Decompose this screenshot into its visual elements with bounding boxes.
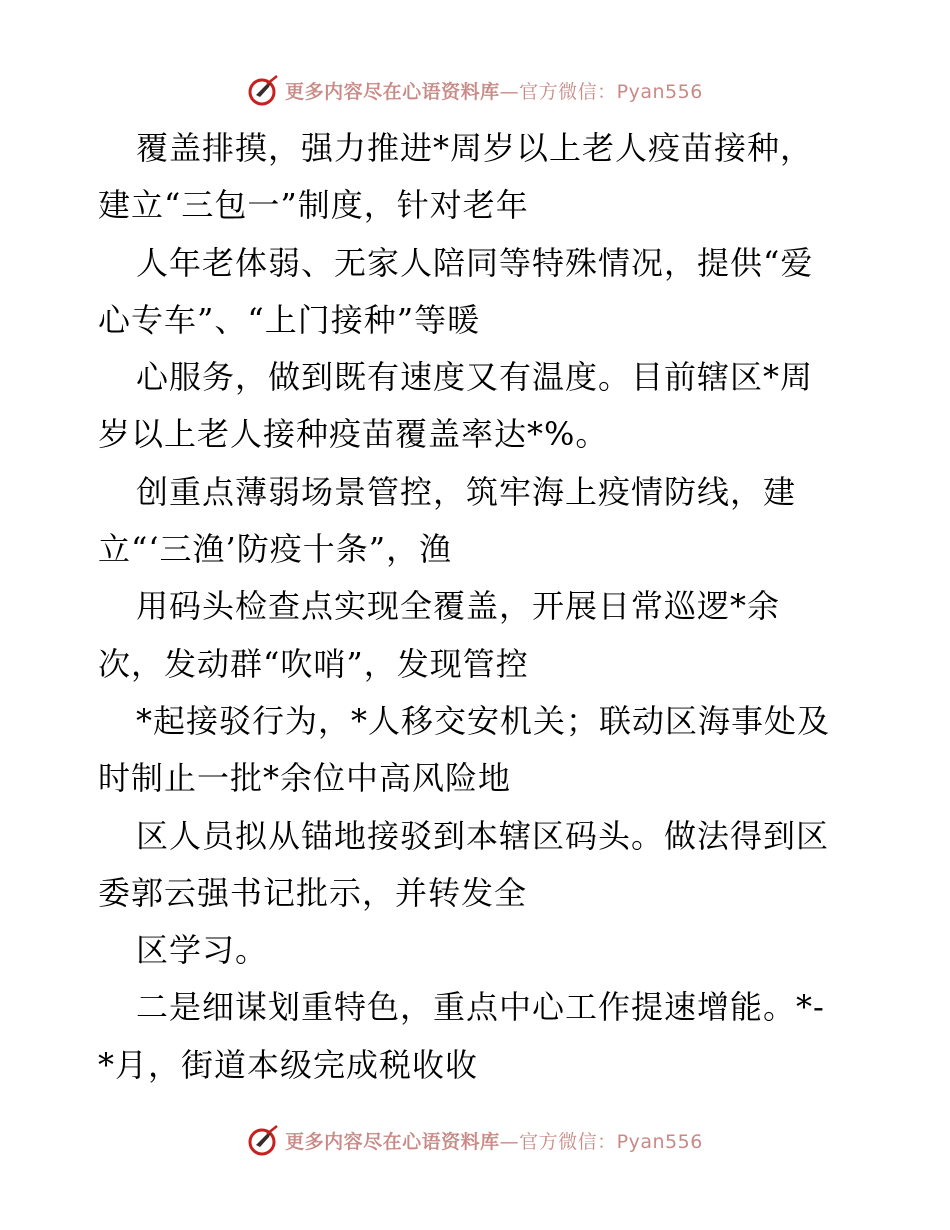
document-body: [98, 120, 858, 1094]
paragraph-line: 建立“三包一”制度，针对老年: [98, 186, 529, 225]
header-banner: [0, 70, 950, 110]
paragraph-line: 委郭云强书记批示，并转发全: [98, 873, 528, 912]
banner-title: 更多内容尽在心语资料库: [285, 1130, 500, 1153]
paragraph-line: 心专车”、“上门接种”等暖: [98, 300, 481, 339]
paragraph-line: 用码头检查点实现全覆盖，开展日常巡逻*余: [136, 587, 781, 626]
paragraph-line: 二是细谋划重特色，重点中心工作提速增能。*-: [136, 988, 825, 1027]
paragraph-line: 区学习。: [136, 931, 269, 970]
red-quill-logo-icon: [247, 73, 281, 107]
paragraph-line: 时制止一批*余位中高风险地: [98, 759, 512, 798]
paragraph-line: 次，发动群“吹哨”，发现管控: [98, 644, 529, 683]
banner-contact: —官方微信：Pyan556: [499, 80, 703, 103]
paragraph-line: 人年老体弱、无家人陪同等特殊情况，提供“爱: [136, 243, 814, 282]
paragraph-line: *月，街道本级完成税收收: [98, 1045, 479, 1084]
banner-contact: —官方微信：Pyan556: [499, 1130, 703, 1153]
paragraph-line: 覆盖排摸，强力推进*周岁以上老人疫苗接种，: [136, 129, 814, 167]
paragraph-line: 创重点薄弱场景管控，筑牢海上疫情防线，建: [136, 472, 797, 511]
banner-title: 更多内容尽在心语资料库: [285, 80, 500, 103]
red-quill-logo-icon: [247, 1123, 281, 1157]
paragraph-line: 区人员拟从锚地接驳到本辖区码头。做法得到区: [136, 816, 830, 855]
paragraph-line: 心服务，做到既有速度又有温度。目前辖区*周: [136, 358, 814, 397]
paragraph-line: 岁以上老人接种疫苗覆盖率达*%。: [98, 415, 609, 454]
paragraph-line: *起接驳行为，*人移交安机关；联动区海事处及: [136, 701, 831, 740]
paragraph-line: 立“‘三渔’防疫十条”，渔: [98, 530, 453, 569]
footer-banner: [0, 1120, 950, 1160]
